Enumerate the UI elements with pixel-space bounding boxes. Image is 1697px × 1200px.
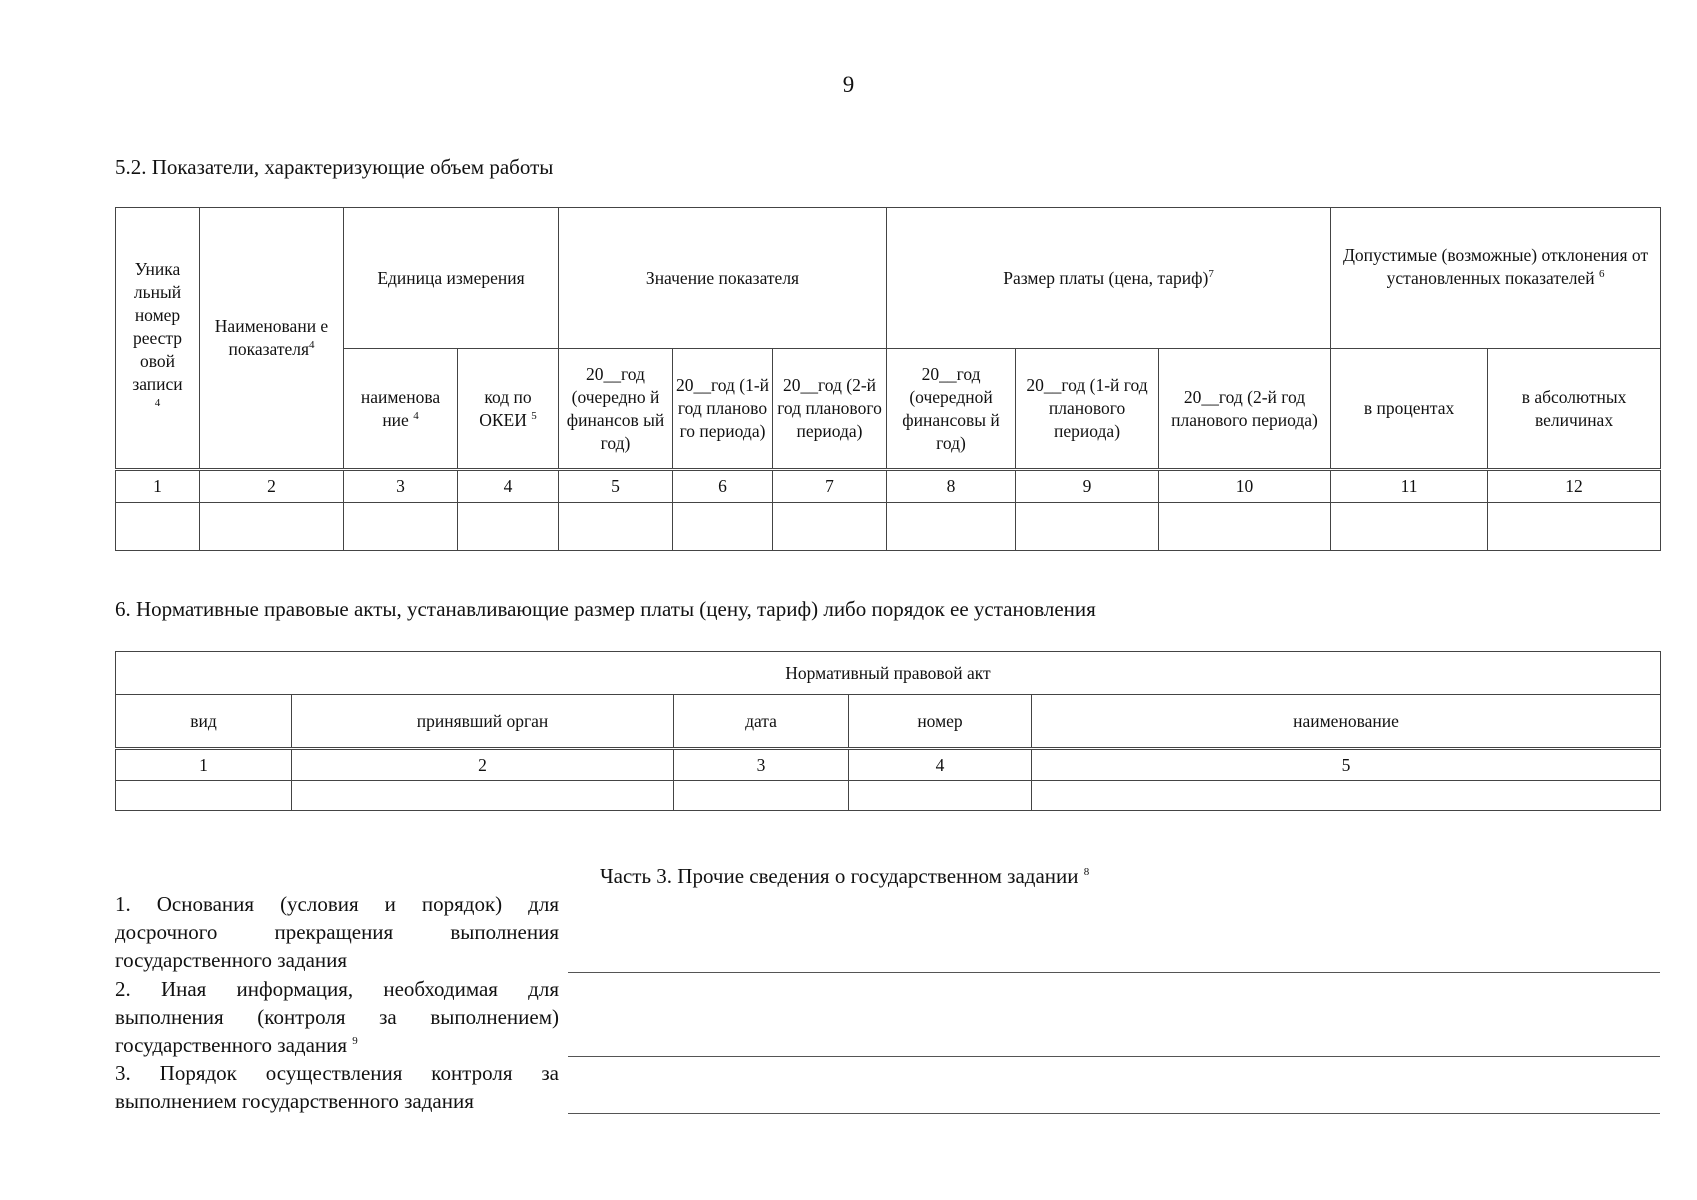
header-deviation-percent: в процентах [1331, 349, 1488, 470]
other-item-other-info: 2. Иная информация, необходимая для выполнения (контроля за выполнением) государственного задания $^9$ [115, 977, 559, 1057]
empty-cell[interactable] [458, 503, 559, 551]
column-number: 10 [1159, 470, 1331, 503]
column-number: 1 [116, 749, 292, 781]
empty-data-row [116, 781, 1661, 811]
column-number-row [116, 470, 1661, 503]
column-number: 3 [344, 470, 458, 503]
header-act-date: дата [674, 695, 849, 749]
column-number: 7 [773, 470, 887, 503]
header-unique-number: Уника льный номер реестр овой записи $^4$ [116, 208, 200, 470]
header-unit: Единица измерения [344, 208, 559, 349]
column-number-row [116, 749, 1661, 781]
header-value-year-1: 20__год (очередно й финансов ый год) [559, 349, 673, 470]
empty-data-row [116, 503, 1661, 551]
early-termination-fill-line[interactable] [568, 972, 1660, 973]
empty-cell[interactable] [292, 781, 674, 811]
empty-cell[interactable] [1032, 781, 1661, 811]
column-number: 3 [674, 749, 849, 781]
column-number: 4 [849, 749, 1032, 781]
control-procedure-fill-line[interactable] [568, 1113, 1660, 1114]
empty-cell[interactable] [773, 503, 887, 551]
column-number: 11 [1331, 470, 1488, 503]
column-number: 9 [1016, 470, 1159, 503]
empty-cell[interactable] [344, 503, 458, 551]
header-value-year-2: 20__год (1-й год планово го периода) [673, 349, 773, 470]
empty-cell[interactable] [1331, 503, 1488, 551]
header-fee-year-3: 20__год (2-й год планового периода) [1159, 349, 1331, 470]
header-act-type: вид [116, 695, 292, 749]
empty-cell[interactable] [116, 781, 292, 811]
empty-cell[interactable] [673, 503, 773, 551]
header-fee-year-2: 20__год (1-й год планового периода) [1016, 349, 1159, 470]
header-act-title: наименование [1032, 695, 1661, 749]
header-act-authority: принявший орган [292, 695, 674, 749]
column-number: 12 [1488, 470, 1661, 503]
other-item-early-termination: 1. Основания (условия и порядок) для досрочного прекращения выполнения государственного задания [115, 892, 559, 972]
header-deviation-absolute: в абсолютных величинах [1488, 349, 1661, 470]
empty-cell[interactable] [849, 781, 1032, 811]
header-indicator-name: Наименовани е показателя$^4$ [200, 208, 344, 470]
column-number: 2 [292, 749, 674, 781]
part-3-title: Часть 3. Прочие сведения о государственном задании $^8$ [600, 864, 1090, 888]
empty-cell[interactable] [887, 503, 1016, 551]
header-value-year-3: 20__год (2-й год планового периода) [773, 349, 887, 470]
header-deviation: Допустимые (возможные) отклонения от установленных показателей $^6$ [1331, 208, 1661, 349]
empty-cell[interactable] [1488, 503, 1661, 551]
page-number: 9 [842, 72, 855, 97]
empty-cell[interactable] [116, 503, 200, 551]
section-6-title: 6. Нормативные правовые акты, устанавливающие размер платы (цену, тариф) либо порядок ее установления [115, 597, 1096, 621]
other-info-fill-line[interactable] [568, 1056, 1660, 1057]
column-number: 5 [1032, 749, 1661, 781]
column-number: 6 [673, 470, 773, 503]
empty-cell[interactable] [559, 503, 673, 551]
legal-acts-table [115, 651, 1661, 811]
header-unit-code: код по ОКЕИ $^5$ [458, 349, 559, 470]
header-indicator-value: Значение показателя [559, 208, 887, 349]
other-item-control-procedure: 3. Порядок осуществления контроля за выполнением государственного задания [115, 1061, 559, 1113]
header-act-number: номер [849, 695, 1032, 749]
column-number: 2 [200, 470, 344, 503]
column-number: 4 [458, 470, 559, 503]
empty-cell[interactable] [1016, 503, 1159, 551]
header-fee-year-1: 20__год (очередной финансовы й год) [887, 349, 1016, 470]
volume-indicators-table [115, 207, 1661, 551]
column-number: 5 [559, 470, 673, 503]
header-fee: Размер платы (цена, тариф)$^7$ [887, 208, 1331, 349]
column-number: 1 [116, 470, 200, 503]
empty-cell[interactable] [200, 503, 344, 551]
column-number: 8 [887, 470, 1016, 503]
header-unit-name: наименова ние $^4$ [344, 349, 458, 470]
header-legal-act: Нормативный правовой акт [116, 652, 1661, 695]
empty-cell[interactable] [1159, 503, 1331, 551]
section-5-2-title: 5.2. Показатели, характеризующие объем работы [115, 155, 554, 179]
empty-cell[interactable] [674, 781, 849, 811]
